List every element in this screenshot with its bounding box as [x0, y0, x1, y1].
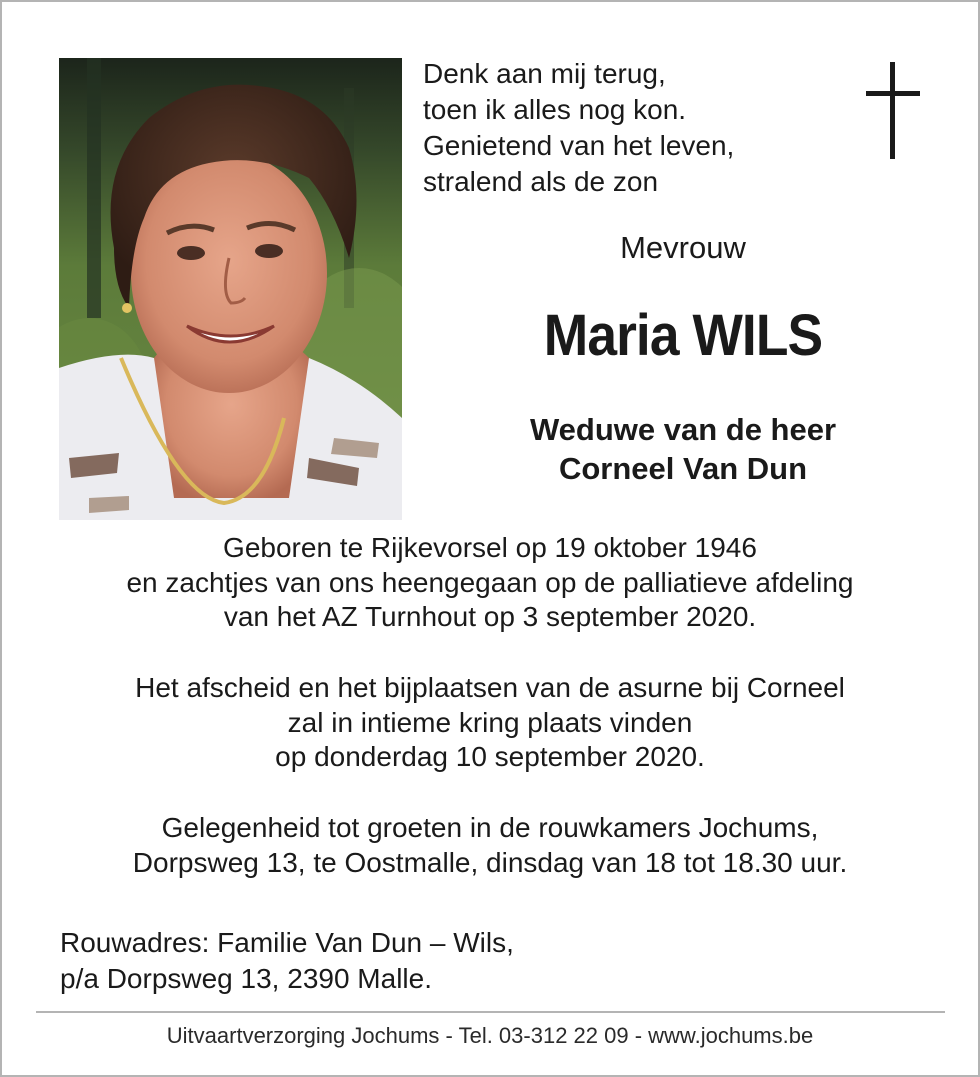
visitation-paragraph	[0, 811, 980, 880]
address-line: Rouwadres: Familie Van Dun – Wils,	[60, 927, 514, 958]
poem-line: Genietend van het leven,	[423, 130, 735, 161]
paragraph-line: Het afscheid en het bijplaatsen van de asurne bij Corneel	[135, 672, 845, 703]
paragraph-line: Dorpsweg 13, te Oostmalle, dinsdag van 18 tot 18.30 uur.	[132, 846, 848, 878]
paragraph-line: Gelegenheid tot groeten in de rouwkamers Jochums,	[161, 812, 819, 843]
funeral-home-footer: Uitvaartverzorging Jochums - Tel. 03-312 22 09 - www.jochums.be	[166, 1023, 814, 1048]
footer-divider	[36, 1011, 945, 1013]
salutation: Mevrouw	[620, 230, 746, 265]
paragraph-line: op donderdag 10 september 2020.	[275, 741, 705, 772]
address-line: p/a Dorpsweg 13, 2390 Malle.	[60, 963, 432, 994]
deceased-name: Maria WILS	[543, 303, 823, 368]
spouse-line: Corneel Van Dun	[558, 451, 808, 486]
spouse-line: Weduwe van de heer	[529, 412, 837, 447]
portrait-photo	[59, 58, 402, 520]
mourning-address	[60, 925, 514, 997]
paragraph-line: zal in intieme kring plaats vinden	[287, 706, 693, 738]
spouse-info	[402, 410, 964, 488]
poem-line: toen ik alles nog kon.	[423, 94, 687, 125]
poem-line: Denk aan mij terug,	[423, 58, 666, 89]
poem	[423, 56, 734, 200]
paragraph-line: en zachtjes van ons heengegaan op de palliatieve afdeling	[126, 566, 854, 598]
poem-line: stralend als de zon	[423, 166, 659, 197]
cross-icon	[864, 62, 922, 159]
paragraph-line: van het AZ Turnhout op 3 september 2020.	[223, 601, 757, 632]
paragraph-line: Geboren te Rijkevorsel op 19 oktober 1946	[223, 532, 757, 563]
birth-death-paragraph	[0, 531, 980, 635]
ceremony-paragraph	[0, 671, 980, 775]
